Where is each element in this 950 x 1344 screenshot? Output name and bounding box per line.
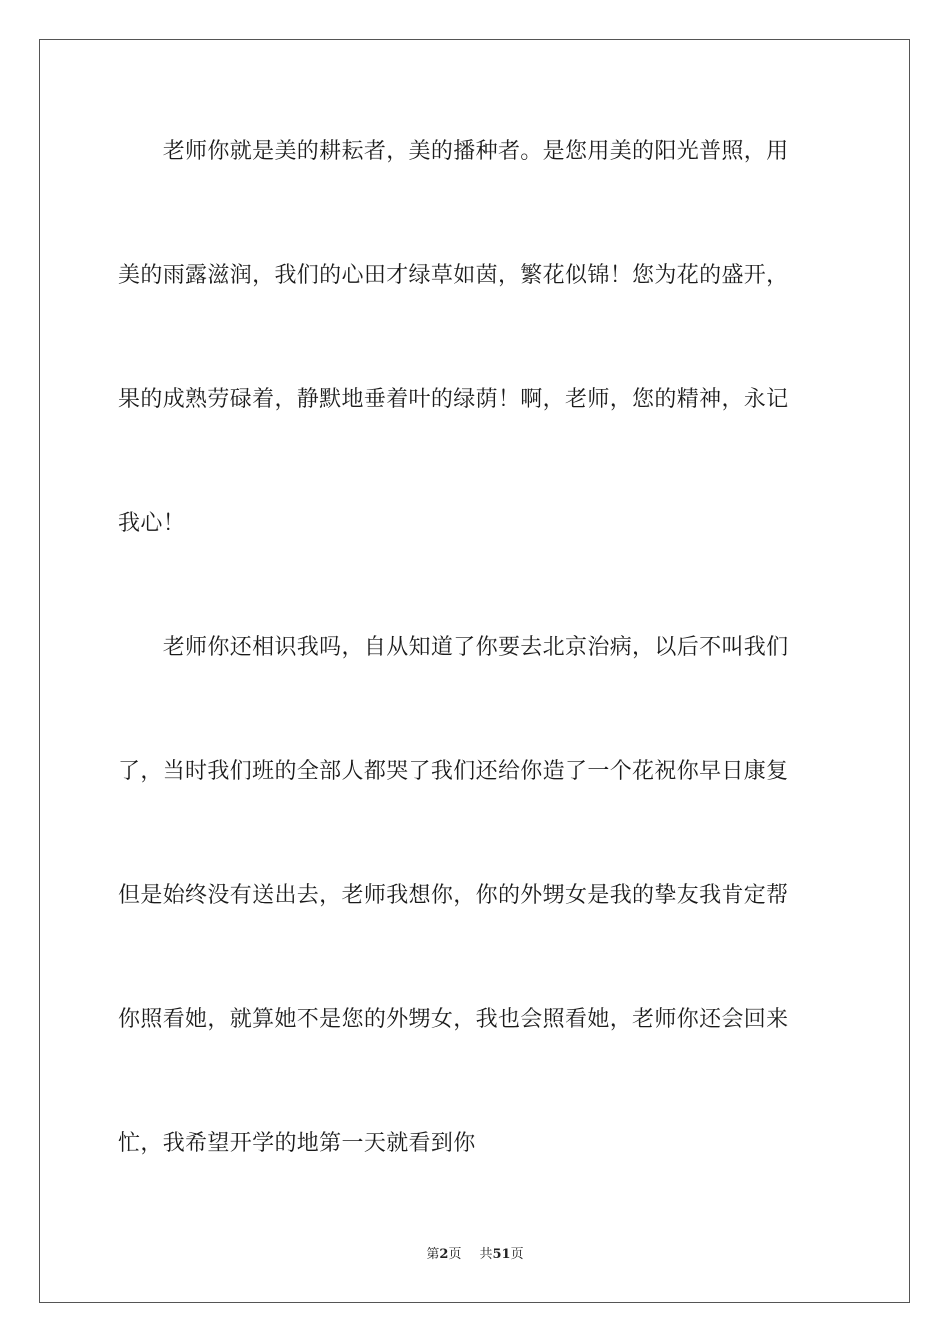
footer-page-suffix: 页: [448, 1247, 462, 1262]
page-footer: [0, 1246, 950, 1264]
paragraph-2-line-2: 了，当时我们班的全部人都哭了我们还给你造了一个花祝你早日康复: [118, 759, 789, 784]
footer-page-number: 2: [439, 1247, 449, 1262]
paragraph-2-line-1: 老师你还相识我吗，自从知道了你要去北京治病，以后不叫我们: [118, 635, 789, 660]
paragraph-2-line-3: 但是始终没有送出去，老师我想你，你的外甥女是我的挚友我肯定帮: [118, 883, 789, 908]
page-border: [39, 39, 910, 1303]
footer-total-prefix: 共: [479, 1247, 493, 1262]
paragraph-1-line-2: 美的雨露滋润，我们的心田才绿草如茵，繁花似锦！您为花的盛开，: [118, 263, 789, 288]
paragraph-1-line-4: 我心！: [118, 511, 186, 536]
paragraph-2-line-5: 忙，我希望开学的地第一天就看到你: [118, 1131, 476, 1156]
paragraph-2-line-4: 你照看她，就算她不是您的外甥女，我也会照看她，老师你还会回来: [118, 1007, 789, 1032]
footer-page-prefix: 第: [426, 1247, 440, 1262]
footer-total-number: 51: [492, 1247, 511, 1262]
footer-total-suffix: 页: [510, 1247, 524, 1262]
paragraph-1-line-3: 果的成熟劳碌着，静默地垂着叶的绿荫！啊，老师，您的精神，永记: [118, 387, 789, 412]
paragraph-1-line-1: 老师你就是美的耕耘者，美的播种者。是您用美的阳光普照，用: [118, 139, 789, 164]
